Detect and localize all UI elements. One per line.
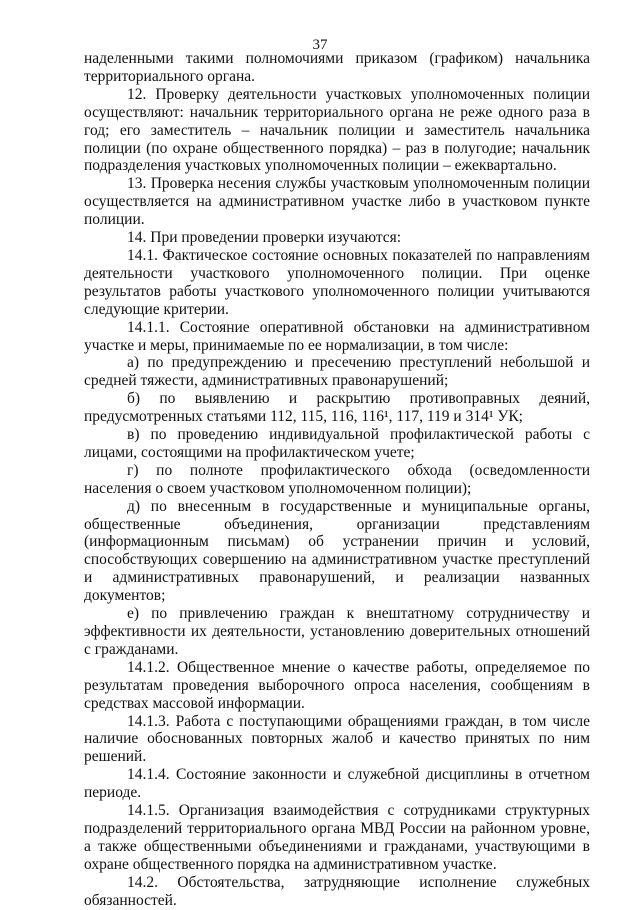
paragraph: б) по выявлению и раскрытию противоправных деяний, предусмотренных статьями 112, 115, 116, 116¹, 117, 119 и 314¹ УК;: [84, 390, 590, 426]
paragraph: г) по полноте профилактического обхода (осведомленности населения о своем участковом уполномоченном полиции);: [84, 461, 590, 497]
paragraph: 12. Проверку деятельности участковых уполномоченных полиции осуществляют: начальник территориального органа не реже одного раза в год; его заместитель – начальник полиции и заместитель начальника полиции (по охране общественного порядка) – раз в полугодие; начальник подразделения участковых уполномоченных полиции – ежеквартально.: [84, 85, 590, 175]
paragraph: в) по проведению индивидуальной профилактической работы с лицами, состоящими на профилактическом учете;: [84, 426, 590, 461]
document-body: [84, 50, 590, 910]
paragraph: 14.1.1. Состояние оперативной обстановки на административном участке и меры, принимаемые по ее нормализации, в том числе:: [84, 318, 590, 354]
paragraph: 14.1.2. Общественное мнение о качестве работы, определяемое по результатам проведения выборочного опроса населения, сообщениям в средствах массовой информации.: [84, 658, 590, 712]
paragraph: 14.1. Фактическое состояние основных показателей по направлениям деятельности участкового уполномоченного полиции. При оценке результатов работы участкового уполномоченного полиции учитываются следующие критерии.: [84, 246, 590, 318]
paragraph: 14.2. Обстоятельства, затрудняющие исполнение служебных обязанностей.: [84, 873, 590, 909]
paragraph: 13. Проверка несения службы участковым уполномоченным полиции осуществляется на административном участке либо в участковом пункте полиции.: [84, 175, 590, 229]
page-number: 37: [312, 37, 328, 53]
paragraph: 14.1.3. Работа с поступающими обращениями граждан, в том числе наличие обоснованных повторных жалоб и качество принятых по ним решений.: [84, 712, 590, 766]
paragraph: е) по привлечению граждан к внештатному сотрудничеству и эффективности их деятельности, установлению доверительных отношений с гражданами.: [84, 605, 590, 658]
paragraph: 14. При проведении проверки изучаются:: [127, 229, 402, 247]
paragraph: д) по внесенным в государственные и муниципальные органы, общественные объединения, организации представлениям (информационным письмам) об устранении причин и условий, способствующих совершению на административном участке преступлений и административных правонарушений, и реализации названных документов;: [84, 497, 590, 605]
paragraph: а) по предупреждению и пресечению преступлений небольшой и средней тяжести, административных правонарушений;: [84, 354, 590, 390]
paragraph: 14.1.4. Состояние законности и служебной дисциплины в отчетном периоде.: [84, 766, 590, 802]
paragraph: 14.1.5. Организация взаимодействия с сотрудниками структурных подразделений территориального органа МВД России на районном уровне, а также общественными объединениями и гражданами, участвующими в охране общественного порядка на административном участке.: [84, 802, 590, 873]
paragraph: наделенными такими полномочиями приказом (графиком) начальника территориального органа.: [84, 50, 590, 85]
